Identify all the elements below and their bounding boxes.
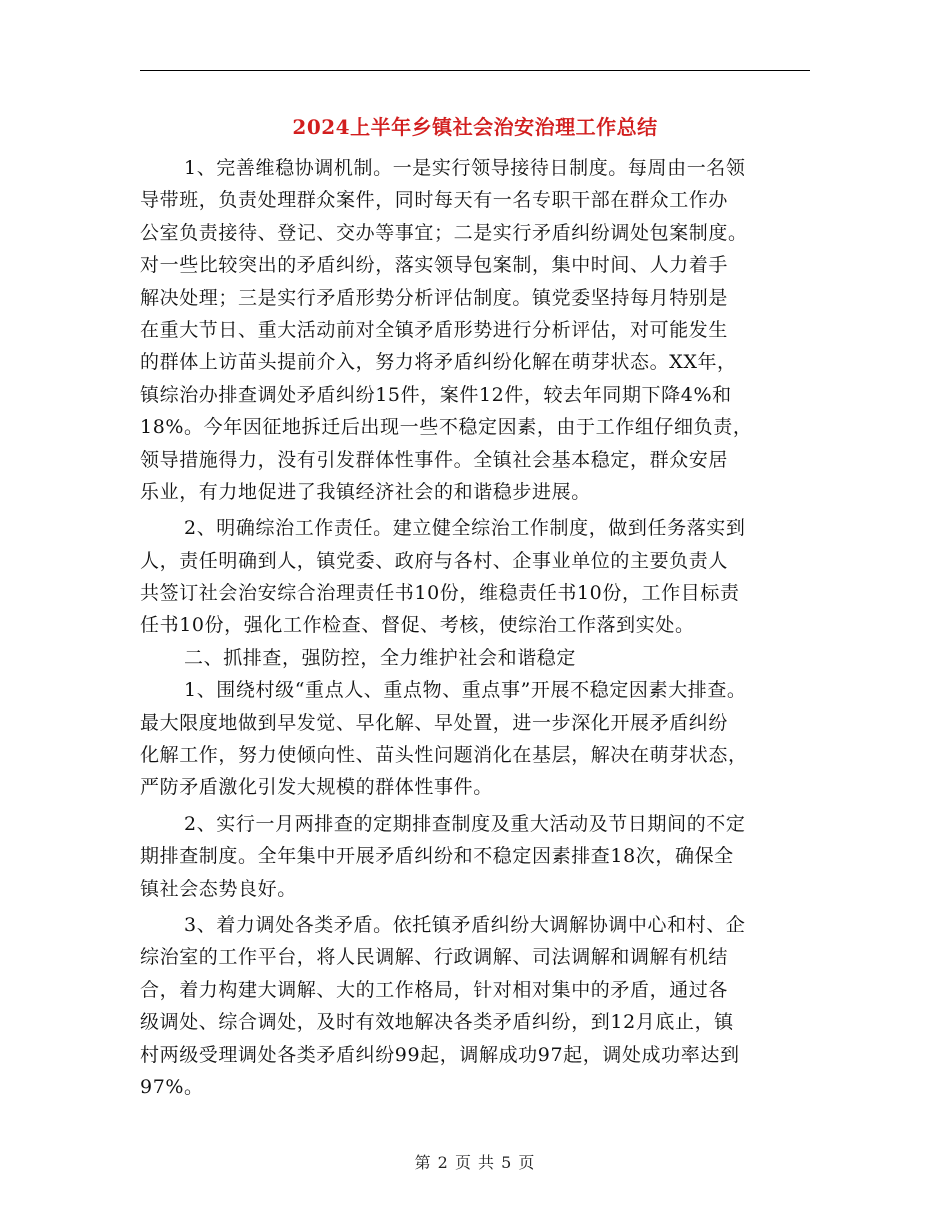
page-footer: 第 2 页 共 5 页 <box>414 1153 536 1172</box>
text-line: 期排查制度。全年集中开展矛盾纠纷和不稳定因素排查18次，确保全 <box>140 845 734 868</box>
text-line: 村两级受理调处各类矛盾纠纷99起，调解成功97起，调处成功率达到 <box>140 1043 740 1066</box>
text-line: 公室负责接待、登记、交办等事宜；二是实行矛盾纠纷调处包案制度。 <box>140 221 748 244</box>
text-line: 合，着力构建大调解、大的工作格局，针对相对集中的矛盾，通过各 <box>140 978 729 1001</box>
text-line: 的群体上访苗头提前介入，努力将矛盾纠纷化解在萌芽状态。XX年， <box>140 351 737 374</box>
text-line: 导带班，负责处理群众案件，同时每天有一名专职干部在群众工作办 <box>140 189 729 212</box>
text-line: 最大限度地做到早发觉、早化解、早处置，进一步深化开展矛盾纠纷 <box>140 711 729 734</box>
text-line: 18%。今年因征地拆迁后出现一些不稳定因素，由于工作组仔细负责， <box>140 416 753 439</box>
text-line: 共签订社会治安综合治理责任书10份，维稳责任书10份，工作目标责 <box>140 582 740 605</box>
text-line: 任书10份，强化工作检查、督促、考核，使综治工作落到实处。 <box>140 614 695 637</box>
text-line: 综治室的工作平台，将人民调解、行政调解、司法调解和调解有机结 <box>140 946 729 969</box>
document-body <box>140 152 810 1103</box>
text-line: 领导措施得力，没有引发群体性事件。全镇社会基本稳定，群众安居 <box>140 448 729 471</box>
text-line: 2、实行一月两排查的定期排查制度及重大活动及节日期间的不定 <box>184 812 746 835</box>
text-line: 3、着力调处各类矛盾。依托镇矛盾纠纷大调解协调中心和村、企 <box>184 913 746 936</box>
text-line: 1、围绕村级“重点人、重点物、重点事”开展不稳定因素大排查。 <box>184 679 747 702</box>
text-line: 2、明确综治工作责任。建立健全综治工作制度，做到任务落实到 <box>184 517 746 540</box>
text-line: 在重大节日、重大活动前对全镇矛盾形势进行分析评估，对可能发生 <box>140 318 729 341</box>
text-line: 化解工作，努力使倾向性、苗头性问题消化在基层，解决在萌芽状态， <box>140 744 748 767</box>
text-line: 镇社会态势良好。 <box>140 877 297 900</box>
text-line: 97%。 <box>140 1075 204 1098</box>
document-title: 2024上半年乡镇社会治安治理工作总结 <box>292 115 658 139</box>
header-rule <box>140 70 810 71</box>
text-line: 二、抓排查，强防控，全力维护社会和谐稳定 <box>184 646 577 669</box>
text-line: 解决处理；三是实行矛盾形势分析评估制度。镇党委坚持每月特别是 <box>140 286 729 309</box>
text-line: 级调处、综合调处，及时有效地解决各类矛盾纠纷，到12月底止，镇 <box>140 1011 734 1034</box>
text-line: 镇综治办排查调处矛盾纠纷15件，案件12件，较去年同期下降4%和 <box>140 383 732 406</box>
text-line: 乐业，有力地促进了我镇经济社会的和谐稳步进展。 <box>140 480 591 503</box>
text-line: 严防矛盾激化引发大规模的群体性事件。 <box>140 776 493 799</box>
text-line: 人，责任明确到人，镇党委、政府与各村、企事业单位的主要负责人 <box>140 549 729 572</box>
text-line: 对一些比较突出的矛盾纠纷，落实领导包案制，集中时间、人力着手 <box>140 254 729 277</box>
text-line: 1、完善维稳协调机制。一是实行领导接待日制度。每周由一名领 <box>184 157 746 179</box>
